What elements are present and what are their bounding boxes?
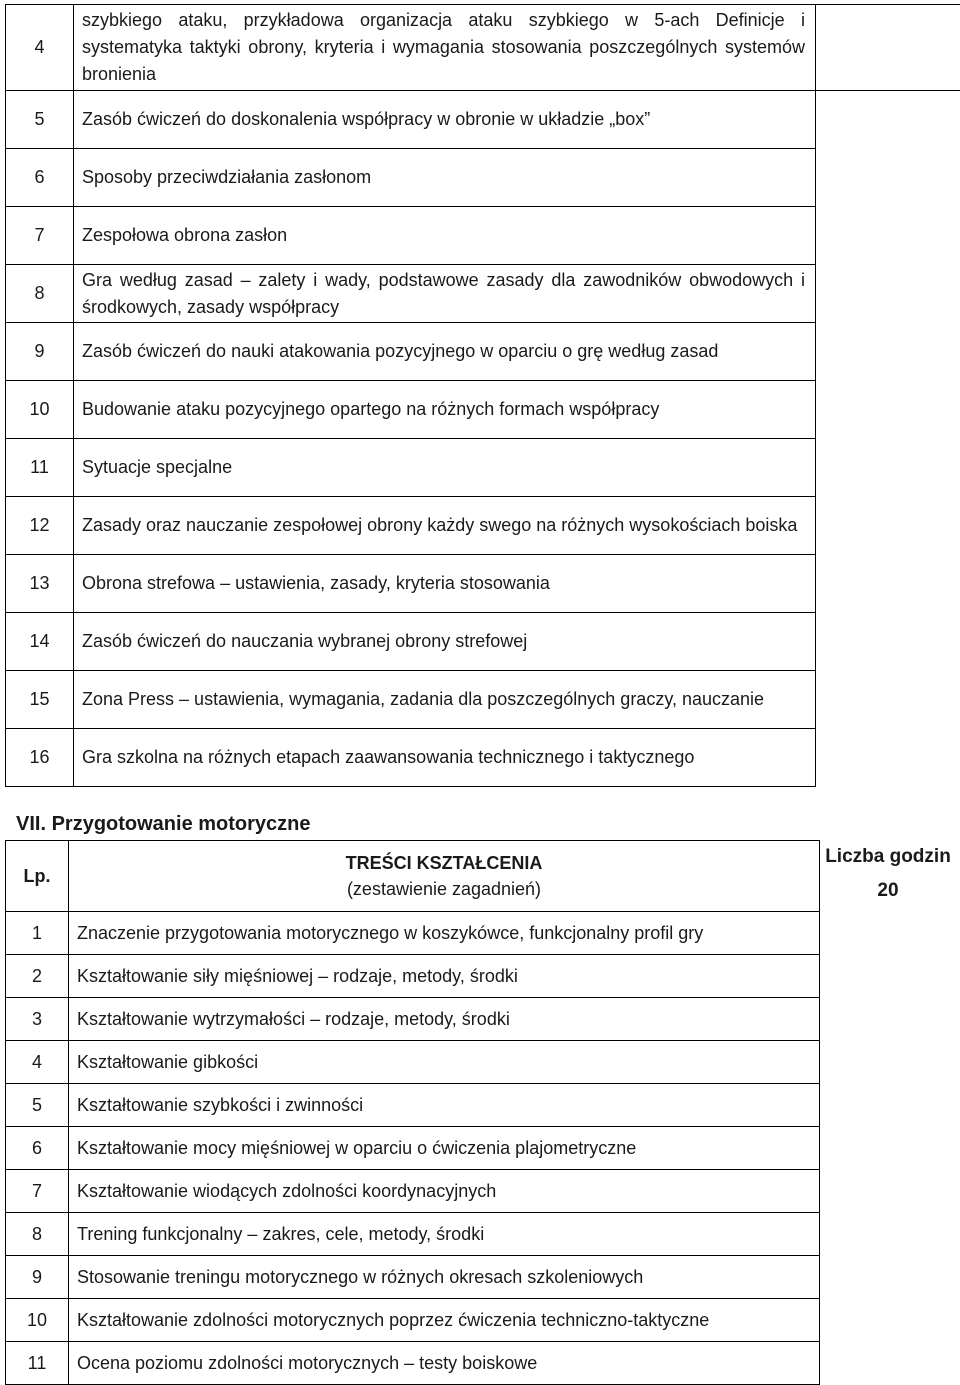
table-row [6, 1170, 820, 1213]
row-number: 8 [6, 1213, 69, 1256]
hours-header [820, 846, 956, 902]
row-text: Budowanie ataku pozycyjnego opartego na różnych formach współpracy [74, 381, 816, 439]
row-text: Zona Press – ustawienia, wymagania, zadania dla poszczególnych graczy, nauczanie [74, 671, 816, 729]
table-row [6, 323, 960, 381]
table-row [6, 207, 960, 265]
topics-table [5, 4, 960, 787]
row-number: 9 [6, 323, 74, 381]
table-row [6, 955, 820, 998]
row-number: 14 [6, 613, 74, 671]
table-row [6, 1041, 820, 1084]
content-header-subtitle: (zestawienie zagadnień) [69, 876, 819, 902]
hours-label: Liczba godzin [820, 846, 956, 868]
table-row [6, 729, 960, 787]
row-text: Zasób ćwiczeń do doskonalenia współpracy w obronie w układzie „box” [74, 91, 816, 149]
row-text: Ocena poziomu zdolności motorycznych – testy boiskowe [69, 1342, 820, 1385]
row-number: 1 [6, 912, 69, 955]
table-row [6, 912, 820, 955]
hours-value: 20 [820, 880, 956, 902]
table-row [6, 381, 960, 439]
row-text: Stosowanie treningu motorycznego w różnych okresach szkoleniowych [69, 1256, 820, 1299]
table-row [6, 265, 960, 323]
row-number: 12 [6, 497, 74, 555]
table-row [6, 149, 960, 207]
row-text: Zespołowa obrona zasłon [74, 207, 816, 265]
row-text: Kształtowanie mocy mięśniowej w oparciu o ćwiczenia plajometryczne [69, 1127, 820, 1170]
table-row [6, 613, 960, 671]
row-text: Kształtowanie wytrzymałości – rodzaje, metody, środki [69, 998, 820, 1041]
row-number: 4 [6, 1041, 69, 1084]
row-number: 5 [6, 1084, 69, 1127]
row-number: 3 [6, 998, 69, 1041]
row-number: 5 [6, 91, 74, 149]
table-row [6, 555, 960, 613]
row-text: Zasady oraz nauczanie zespołowej obrony każdy swego na różnych wysokościach boiska [74, 497, 816, 555]
row-number: 11 [6, 439, 74, 497]
row-text: Kształtowanie siły mięśniowej – rodzaje, metody, środki [69, 955, 820, 998]
row-text: Kształtowanie szybkości i zwinności [69, 1084, 820, 1127]
table-row [6, 5, 960, 91]
row-number: 6 [6, 1127, 69, 1170]
content-header [69, 841, 820, 912]
row-text: Kształtowanie wiodących zdolności koordynacyjnych [69, 1170, 820, 1213]
motor-training-table [5, 840, 820, 1385]
table-row [6, 1127, 820, 1170]
table-row [6, 1256, 820, 1299]
content-header-title: TREŚCI KSZTAŁCENIA [69, 850, 819, 876]
hours-cell [816, 5, 960, 91]
row-number: 13 [6, 555, 74, 613]
row-number: 2 [6, 955, 69, 998]
table-row [6, 91, 960, 149]
row-text: Zasób ćwiczeń do nauki atakowania pozycyjnego w oparciu o grę według zasad [74, 323, 816, 381]
table-row [6, 1342, 820, 1385]
row-number: 10 [6, 381, 74, 439]
row-text: Trening funkcjonalny – zakres, cele, metody, środki [69, 1213, 820, 1256]
row-text: Sytuacje specjalne [74, 439, 816, 497]
row-text: Kształtowanie gibkości [69, 1041, 820, 1084]
row-number: 11 [6, 1342, 69, 1385]
table-header-row [6, 841, 820, 912]
row-number: 10 [6, 1299, 69, 1342]
row-number: 8 [6, 265, 74, 323]
row-text: Obrona strefowa – ustawienia, zasady, kryteria stosowania [74, 555, 816, 613]
row-text: Znaczenie przygotowania motorycznego w koszykówce, funkcjonalny profil gry [69, 912, 820, 955]
row-number: 7 [6, 207, 74, 265]
section-heading: VII. Przygotowanie motoryczne [16, 813, 311, 836]
table-row [6, 1084, 820, 1127]
table-row [6, 439, 960, 497]
row-text: Sposoby przeciwdziałania zasłonom [74, 149, 816, 207]
row-text: Kształtowanie zdolności motorycznych poprzez ćwiczenia techniczno-taktyczne [69, 1299, 820, 1342]
row-number: 4 [6, 5, 74, 91]
table-row [6, 671, 960, 729]
row-number: 7 [6, 1170, 69, 1213]
row-number: 15 [6, 671, 74, 729]
row-number: 6 [6, 149, 74, 207]
row-text: szybkiego ataku, przykładowa organizacja ataku szybkiego w 5-ach Definicje i systematyka taktyki obrony, kryteria i wymagania stosowania poszczególnych systemów bronienia [74, 5, 816, 91]
table-row [6, 1299, 820, 1342]
row-text: Gra szkolna na różnych etapach zaawansowania technicznego i taktycznego [74, 729, 816, 787]
row-text: Gra według zasad – zalety i wady, podstawowe zasady dla zawodników obwodowych i środkowych, zasady współpracy [74, 265, 816, 323]
row-number: 16 [6, 729, 74, 787]
table-row [6, 1213, 820, 1256]
lp-header: Lp. [6, 841, 69, 912]
table-row [6, 998, 820, 1041]
row-number: 9 [6, 1256, 69, 1299]
table-row [6, 497, 960, 555]
row-text: Zasób ćwiczeń do nauczania wybranej obrony strefowej [74, 613, 816, 671]
